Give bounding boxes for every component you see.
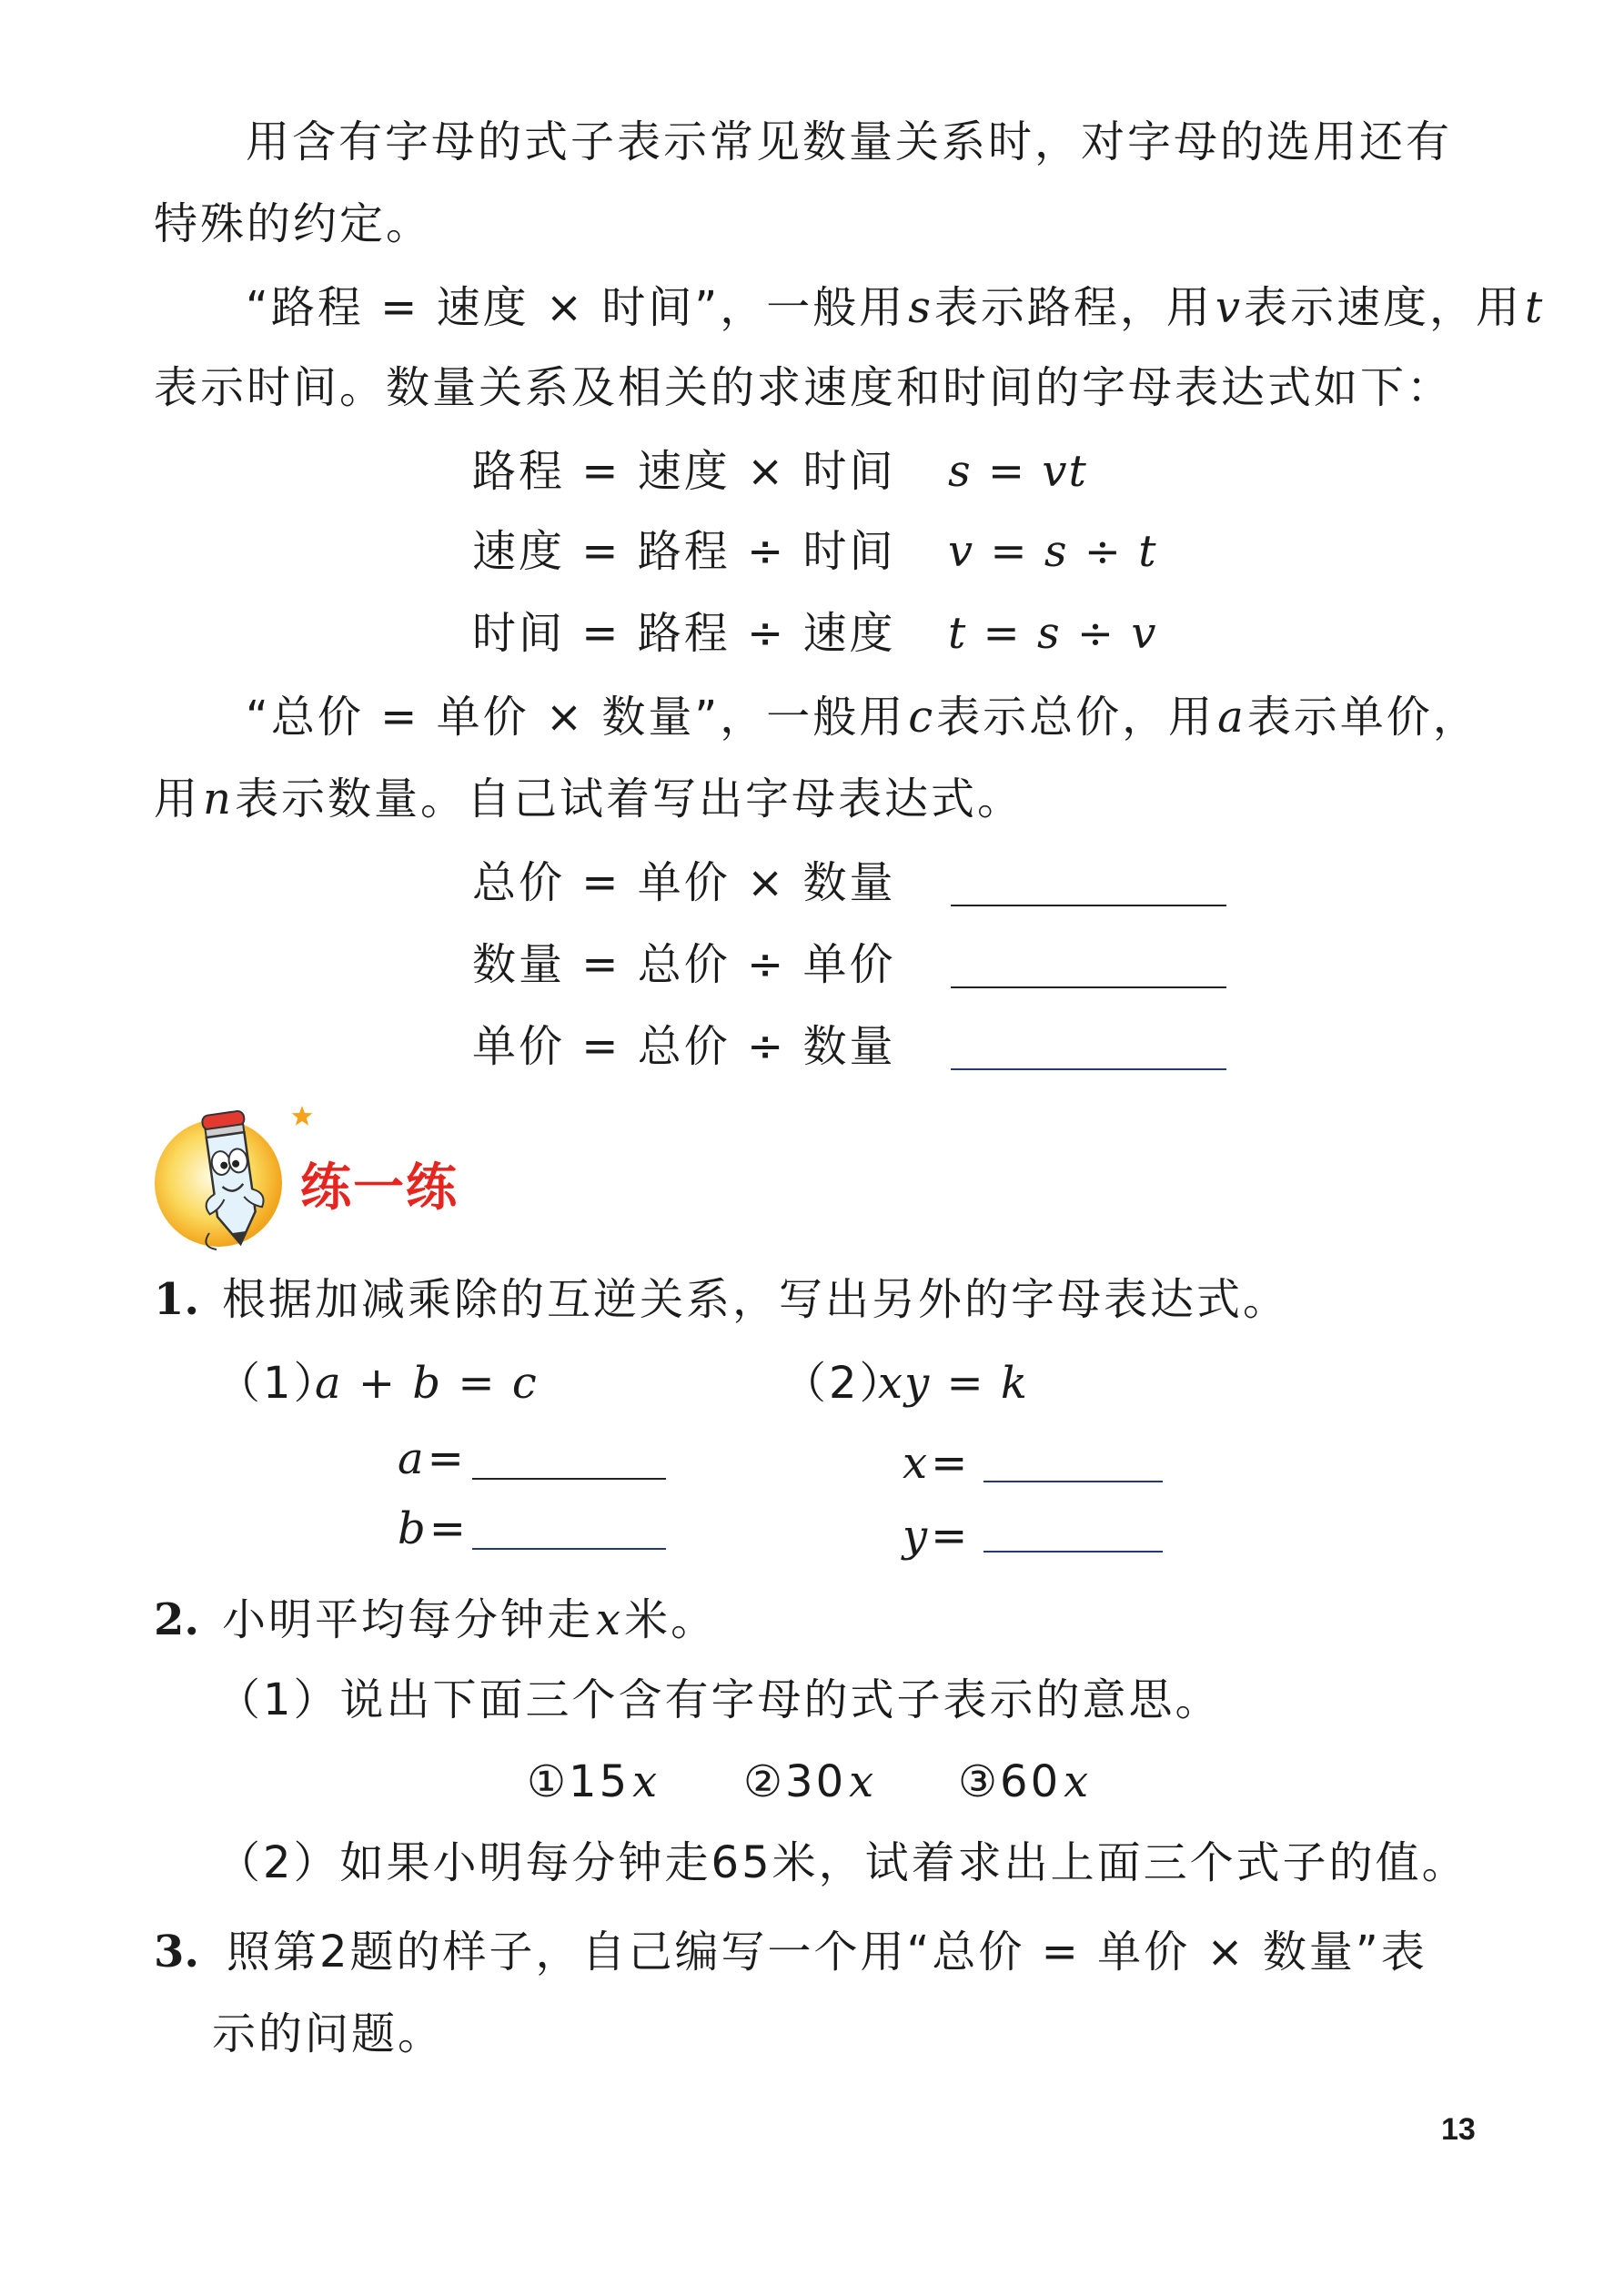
q2-expression-2 — [743, 1756, 877, 1807]
intro-line-2: 特殊的约定。 — [154, 198, 433, 249]
question-2-text — [222, 1594, 718, 1645]
answer-a-label — [395, 1433, 467, 1484]
intro-line-1: 用含有字母的式子表示常见数量关系时，对字母的选用还有 — [246, 116, 1453, 167]
time-formula-letters: t = s ÷ v — [948, 608, 1158, 659]
page-number: 13 — [1441, 2112, 1476, 2147]
speed-formula-letters: v = s ÷ t — [948, 526, 1158, 577]
equals-sign: = — [931, 1438, 971, 1489]
speed-formula-words: 路程 = 速度 × 时间 — [472, 446, 896, 497]
price-text-segment: 用 — [154, 774, 201, 824]
expression-prefix: ①15 — [527, 1756, 630, 1807]
equals-sign: = — [931, 1511, 971, 1562]
price-formula-quantity: 数量 = 总价 ÷ 单价 — [472, 939, 896, 990]
expression-prefix: ②30 — [743, 1756, 847, 1807]
q2-text-segment: 米。 — [624, 1594, 718, 1645]
q2-expression-1 — [527, 1756, 661, 1807]
answer-blank — [951, 1068, 1226, 1070]
question-1-number: 1. — [154, 1274, 200, 1325]
question-1-text: 根据加减乘除的互逆关系，写出另外的字母表达式。 — [222, 1274, 1290, 1325]
answer-blank — [951, 986, 1226, 988]
q2-sub-2 — [217, 1837, 1468, 1888]
q2-text-segment: 小明平均每分钟走 — [222, 1594, 594, 1645]
price-text-segment: 表示数量。自己试着写出字母表达式。 — [234, 774, 1024, 824]
speed-text-segment: “路程 = 速度 × 时间”，一般用 — [246, 282, 906, 333]
speed-formula-letters: s = vt — [948, 446, 1088, 497]
q2-sub-1 — [217, 1674, 1222, 1725]
speed-text-segment: 表示速度，用 — [1244, 282, 1523, 333]
equals-sign: = — [427, 1433, 467, 1484]
variable-x: x — [632, 1756, 659, 1807]
variable-x: x — [903, 1438, 929, 1489]
question-2-number: 2. — [154, 1594, 200, 1645]
price-formula-total: 总价 = 单价 × 数量 — [472, 857, 896, 908]
price-formula-unit: 单价 = 总价 ÷ 数量 — [472, 1021, 896, 1072]
price-paragraph-line-1 — [246, 692, 1479, 743]
variable-n: n — [203, 774, 232, 824]
question-3-number: 3. — [154, 1927, 200, 1977]
variable-b: b — [398, 1503, 427, 1554]
price-text-segment: “总价 = 单价 × 数量”，一般用 — [246, 692, 906, 743]
speed-formula-words: 速度 = 路程 ÷ 时间 — [472, 526, 896, 577]
q2-sub-2-text: 如果小明每分钟走65米，试着求出上面三个式子的值。 — [339, 1837, 1468, 1888]
variable-a: a — [398, 1433, 425, 1484]
equals-sign: = — [429, 1503, 469, 1554]
time-formula-words: 时间 = 路程 ÷ 速度 — [472, 608, 896, 659]
answer-blank — [983, 1481, 1163, 1482]
variable-c: c — [908, 692, 934, 743]
practice-title: 练一练 — [300, 1158, 459, 1218]
q2-sub-2-label: （2） — [217, 1837, 340, 1888]
q2-sub-1-text: 说出下面三个含有字母的式子表示的意思。 — [339, 1674, 1222, 1725]
variable-x: x — [1064, 1756, 1090, 1807]
answer-blank — [472, 1548, 666, 1550]
price-text-segment: 表示单价， — [1246, 692, 1479, 743]
variable-x: x — [849, 1756, 875, 1807]
expression-prefix: ③60 — [958, 1756, 1062, 1807]
speed-paragraph-line-1 — [246, 282, 1546, 333]
answer-y-label — [900, 1511, 971, 1562]
answer-x-label — [900, 1438, 971, 1489]
variable-a: a — [1217, 692, 1245, 743]
question-3-line-2: 示的问题。 — [212, 2008, 445, 2059]
q1-part-2-label: （2） — [782, 1358, 906, 1409]
variable-s: s — [908, 282, 932, 333]
price-text-segment: 表示总价，用 — [936, 692, 1215, 743]
q1-part-2-expression: xy = k — [878, 1358, 1030, 1409]
speed-paragraph-line-2: 表示时间。数量关系及相关的求速度和时间的字母表达式如下： — [154, 362, 1454, 413]
answer-b-label — [395, 1503, 469, 1554]
q2-expression-3 — [958, 1756, 1092, 1807]
variable-v: v — [1215, 282, 1241, 333]
speed-text-segment: 表示路程，用 — [933, 282, 1213, 333]
price-paragraph-line-2 — [154, 776, 1024, 822]
answer-blank — [951, 905, 1226, 906]
question-3-line-1: 照第2题的样子，自己编写一个用“总价 = 单价 × 数量”表 — [227, 1927, 1427, 1977]
q2-sub-1-label: （1） — [217, 1674, 340, 1725]
answer-blank — [983, 1551, 1163, 1553]
q1-part-1-expression: a + b = c — [315, 1358, 539, 1409]
answer-blank — [472, 1478, 666, 1480]
variable-y: y — [903, 1511, 929, 1562]
variable-x: x — [596, 1594, 622, 1645]
variable-t: t — [1525, 282, 1544, 333]
q1-part-1-label: （1） — [217, 1358, 340, 1409]
